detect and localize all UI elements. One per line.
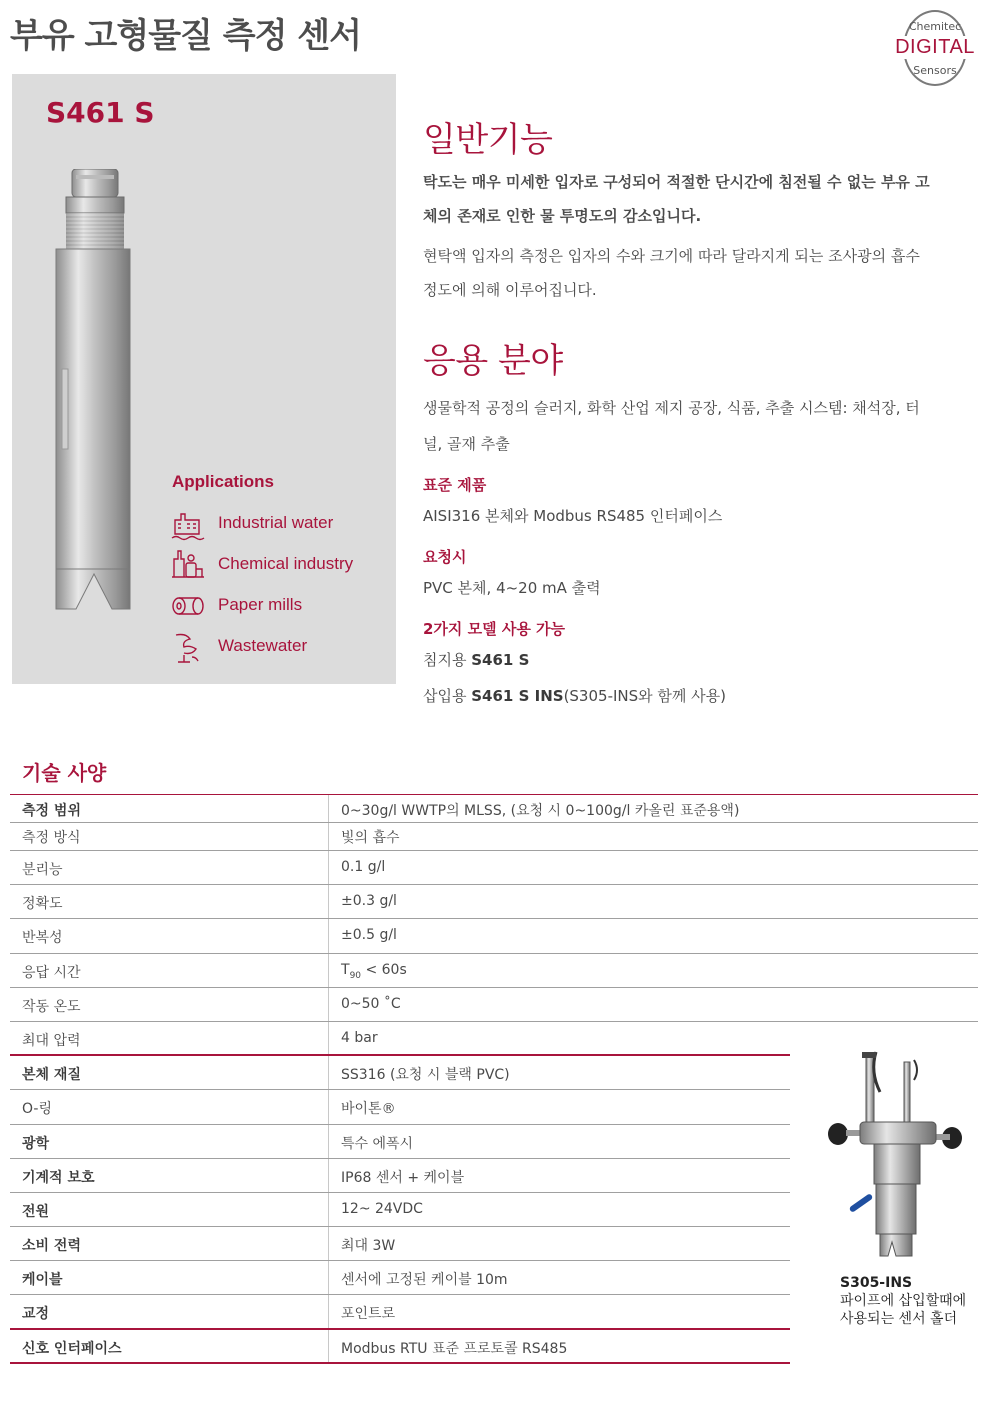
table-row [10, 1090, 790, 1124]
spec-value: ±0.3 g/l [328, 885, 978, 918]
general-description-line: 정도에 의해 이루어집니다. [423, 281, 597, 299]
spec-value [328, 954, 978, 987]
table-row [10, 1330, 790, 1364]
application-area-heading: 응용 분야 [423, 341, 563, 381]
page-title: 부유 고형물질 측정 센서 [10, 16, 361, 56]
spec-value: 빛의 흡수 [328, 823, 978, 850]
application-label: Wastewater [218, 636, 308, 655]
spec-value: 최대 3W [328, 1227, 790, 1260]
model-prefix: 침지용 [423, 651, 472, 669]
table-row [10, 1056, 790, 1090]
model-name: S461 S [471, 651, 530, 669]
spec-value: 바이톤® [328, 1090, 790, 1123]
spec-label: 작동 온도 [22, 998, 81, 1015]
models-title: 2가지 모델 사용 가능 [423, 620, 566, 638]
table-row [10, 794, 978, 823]
table-row [10, 954, 978, 988]
table-row [10, 1125, 790, 1159]
spec-label: 케이블 [22, 1272, 63, 1289]
spec-label: 측정 범위 [22, 803, 81, 819]
request-title: 요청시 [423, 548, 467, 566]
request-text: PVC 본체, 4~20 mA 출력 [423, 579, 601, 597]
model-immersion [423, 642, 983, 678]
wastewater-icon [170, 629, 206, 665]
general-description-line: 현탁액 입자의 측정은 입자의 수와 크기에 따라 달라지게 되는 조사광의 흡수 [423, 247, 920, 265]
model-prefix: 삽입용 [423, 687, 472, 705]
table-row [10, 1295, 790, 1329]
spec-value: 4 bar [328, 1022, 790, 1054]
table-row [10, 1261, 790, 1295]
application-label: Paper mills [218, 595, 303, 614]
spec-value: 센서에 고정된 케이블 10m [328, 1261, 790, 1294]
paper-roll-icon [170, 588, 206, 624]
response-time-subscript: 90 [349, 970, 362, 981]
table-row [10, 1193, 790, 1227]
spec-value: Modbus RTU 표준 프로토콜 RS485 [328, 1330, 790, 1362]
spec-value: 포인트로 [328, 1295, 790, 1327]
table-row [10, 919, 978, 953]
application-label: Chemical industry [218, 554, 354, 573]
general-description [423, 239, 983, 307]
application-item [170, 629, 390, 665]
spec-value: 12~ 24VDC [328, 1193, 790, 1226]
sensor-holder-image [818, 1050, 978, 1272]
application-label: Industrial water [218, 513, 334, 532]
spec-label: 전원 [22, 1203, 50, 1220]
table-row [10, 851, 978, 885]
response-time-rest: < 60s [361, 961, 407, 978]
table-row [10, 885, 978, 919]
chemitec-logo [885, 10, 985, 86]
spec-label: 정확도 [22, 896, 63, 913]
chemical-plant-icon [170, 547, 206, 583]
holder-caption-line: 파이프에 삽입할때에 [840, 1293, 967, 1309]
table-row [10, 1022, 790, 1056]
applications-title: Applications [172, 472, 275, 491]
table-row [10, 988, 978, 1022]
spec-value: 0~30g/l WWTP의 MLSS, (요청 시 0~100g/l 카올린 표준용액) [328, 795, 978, 822]
general-summary-line: 탁도는 매우 미세한 입자로 구성되어 적절한 단시간에 침전될 수 없는 부유 고 [423, 173, 930, 191]
spec-label: 분리능 [22, 862, 63, 878]
sensor-image [42, 169, 142, 619]
product-panel [12, 74, 396, 684]
spec-value: 0~50 ˚C [328, 988, 978, 1021]
spec-label: 소비 전력 [22, 1238, 81, 1255]
spec-label: 신호 인터페이스 [22, 1340, 122, 1357]
logo-main-text: DIGITAL [885, 36, 985, 59]
general-summary-line: 체의 존재로 인한 물 투명도의 감소입니다. [423, 207, 702, 225]
spec-label: 측정 방식 [22, 830, 81, 846]
table-row [10, 1227, 790, 1261]
table-row [10, 1159, 790, 1193]
standard-text: AISI316 본체와 Modbus RS485 인터페이스 [423, 507, 723, 525]
application-item [170, 506, 390, 542]
spec-label: 응답 시간 [22, 964, 81, 981]
spec-value: ±0.5 g/l [328, 919, 978, 952]
spec-label: 최대 압력 [22, 1032, 81, 1049]
spec-label: 광학 [22, 1135, 50, 1152]
holder-caption-line: 사용되는 센서 홀더 [840, 1311, 958, 1327]
application-area-line: 널, 골재 추출 [423, 435, 510, 453]
spec-label: 본체 재질 [22, 1067, 81, 1084]
model-suffix: (S305-INS와 함께 사용) [563, 687, 726, 705]
model-name: S461 S INS [471, 687, 564, 705]
response-time-symbol: T [341, 961, 350, 978]
table-row [10, 823, 978, 851]
factory-icon [170, 506, 206, 542]
general-heading: 일반기능 [423, 120, 553, 160]
holder-title: S305-INS [840, 1275, 913, 1291]
model-insertion [423, 678, 983, 714]
spec-label: 기계적 보호 [22, 1169, 95, 1186]
standard-title: 표준 제품 [423, 476, 487, 494]
spec-value: IP68 센서 + 케이블 [328, 1159, 790, 1192]
spec-label: 교정 [22, 1306, 50, 1323]
logo-top-text: Chemitec [908, 20, 962, 33]
spec-value: 특수 에폭시 [328, 1125, 790, 1158]
spec-value: SS316 (요청 시 블랙 PVC) [328, 1056, 790, 1089]
sensor-holder-caption [840, 1274, 966, 1328]
application-area-line: 생물학적 공정의 슬러지, 화학 산업 제지 공장, 식품, 추출 시스템: 채석장, 터 [423, 399, 920, 417]
spec-label: 반복성 [22, 930, 63, 947]
description-column [423, 112, 983, 714]
spec-heading: 기술 사양 [22, 761, 107, 785]
model-name: S461 S [46, 96, 155, 129]
application-item [170, 588, 390, 624]
logo-bottom-text: Sensors [913, 64, 957, 77]
application-area-text [423, 390, 983, 462]
spec-value: 0.1 g/l [328, 851, 978, 884]
application-item [170, 547, 390, 583]
general-summary [423, 165, 983, 233]
spec-label: O-링 [22, 1101, 52, 1118]
